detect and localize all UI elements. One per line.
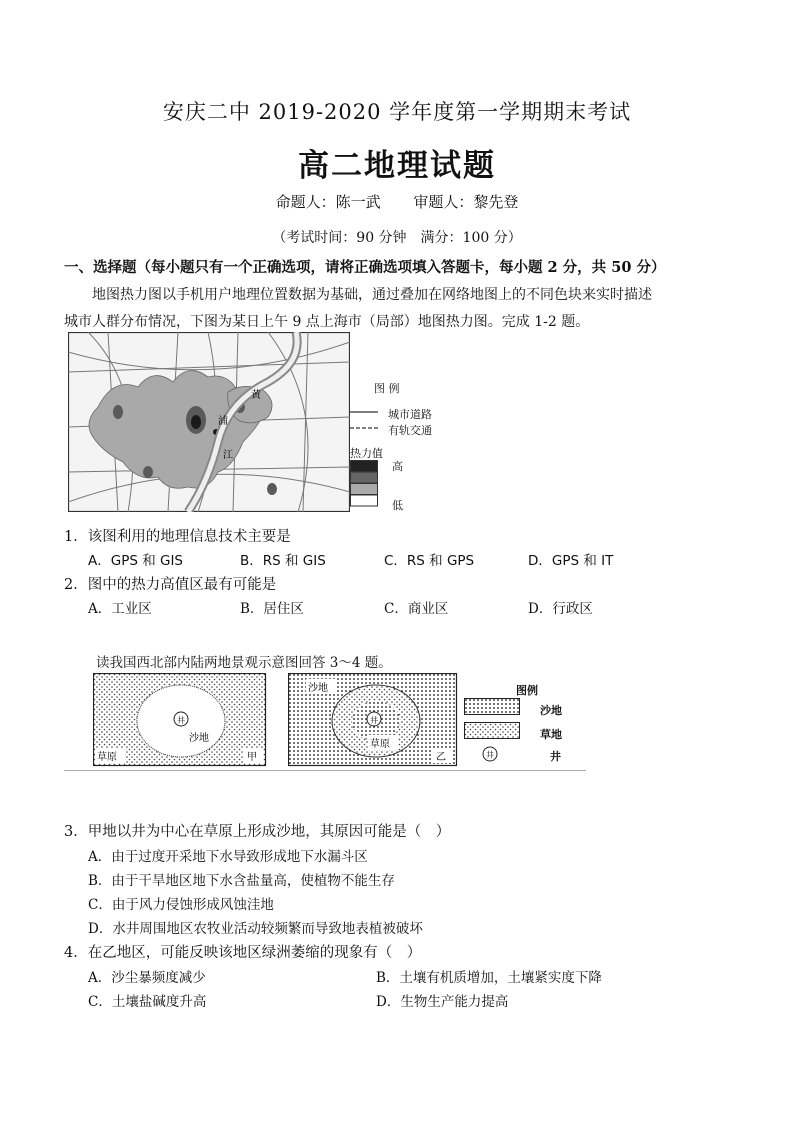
river-char-1: 黄 [251,390,261,401]
question-4-stem: 4．在乙地区，可能反映该地区绿洲萎缩的现象有（ ） [64,945,422,961]
section-heading: 一、选择题（每小题只有一个正确选项，请将正确选项填入答题卡，每小题 2 分，共 50 分） [64,259,666,276]
q4-option-b: B．土壤有机质增加，土壤紧实度下降 [376,970,602,986]
divider [64,770,586,771]
intro-line-1: 地图热力图以手机用户地理位置数据为基础，通过叠加在网络地图上的不同色块来实时描述 [92,287,652,303]
q1-option-c: C．RS 和 GPS [384,553,475,569]
q1-option-d: D．GPS 和 IT [528,553,614,569]
page-title: 高二地理试题 [298,148,496,184]
legend-well-glyph: 井 [486,750,494,760]
landscape-legend-symbols [464,698,524,764]
q2-option-c: C．商业区 [384,601,449,617]
q3-option-b: B．由于干旱地区地下水含盐量高，使植物不能生存 [88,873,395,889]
jia-label: 甲 [247,752,257,763]
q3-option-d: D．水井周围地区农牧业活动较频繁而导致地表植被破坏 [88,921,423,937]
q3-option-a: A．由于过度开采地下水导致形成地下水漏斗区 [88,849,368,865]
q4-option-c: C．土壤盐碱度升高 [88,994,207,1010]
jia-diagram [93,673,267,767]
landscape-legend-well: 井 [550,750,561,763]
question-2-stem: 2．图中的热力高值区最有可能是 [64,577,277,593]
yi-grass-label: 草原 [370,739,390,750]
heat-scale [350,460,380,508]
landscape-legend-title: 图例 [516,684,538,697]
legend-low: 低 [392,499,403,512]
legend-symbols [350,404,380,434]
jia-well-label: 井 [177,716,185,725]
yi-well-label: 井 [370,716,378,725]
legend-title: 图 例 [374,382,400,395]
yi-diagram [288,673,458,767]
heatmap-map [68,332,350,512]
river-char-2: 浦 [218,416,228,427]
landscape-legend-sand: 沙地 [540,704,562,717]
q1-option-a: A．GPS 和 GIS [88,553,184,569]
q2-option-a: A．工业区 [88,601,152,617]
q4-option-a: A．沙尘暴频度减少 [88,970,206,986]
legend-rail: 有轨交通 [388,424,432,437]
q3-option-c: C．由于风力侵蚀形成风蚀洼地 [88,897,274,913]
author-name: 命题人：陈一武 [275,193,381,211]
landscape-intro: 读我国西北部内陆两地景观示意图回答 3～4 题。 [96,655,392,671]
q2-option-b: B．居住区 [240,601,304,617]
authors-line [0,191,794,212]
jia-grass-label: 草原 [97,752,117,763]
river-char-3: 江 [223,450,233,461]
yi-sand-label: 沙地 [308,683,328,694]
q1-option-b: B．RS 和 GIS [240,553,326,569]
q4-option-d: D．生物生产能力提高 [376,994,509,1010]
jia-sand-label: 沙地 [189,733,209,744]
legend-road: 城市道路 [388,408,432,421]
exam-title: 安庆二中 2019-2020 学年度第一学期期末考试 [162,100,632,124]
q2-option-d: D．行政区 [528,601,593,617]
yi-label: 乙 [436,752,446,763]
legend-high: 高 [392,460,403,473]
reviewer-name: 审题人：黎先登 [413,193,519,211]
exam-info: （考试时间：90 分钟 满分：100 分） [272,230,522,246]
question-3-stem: 3．甲地以井为中心在草原上形成沙地，其原因可能是（ ） [64,824,451,840]
question-1-stem: 1．该图利用的地理信息技术主要是 [64,529,291,545]
legend-heat: 热力值 [350,447,383,460]
intro-line-2: 城市人群分布情况，下图为某日上午 9 点上海市（局部）地图热力图。完成 1-2 题。 [64,314,590,330]
landscape-legend-grass: 草地 [540,728,562,741]
